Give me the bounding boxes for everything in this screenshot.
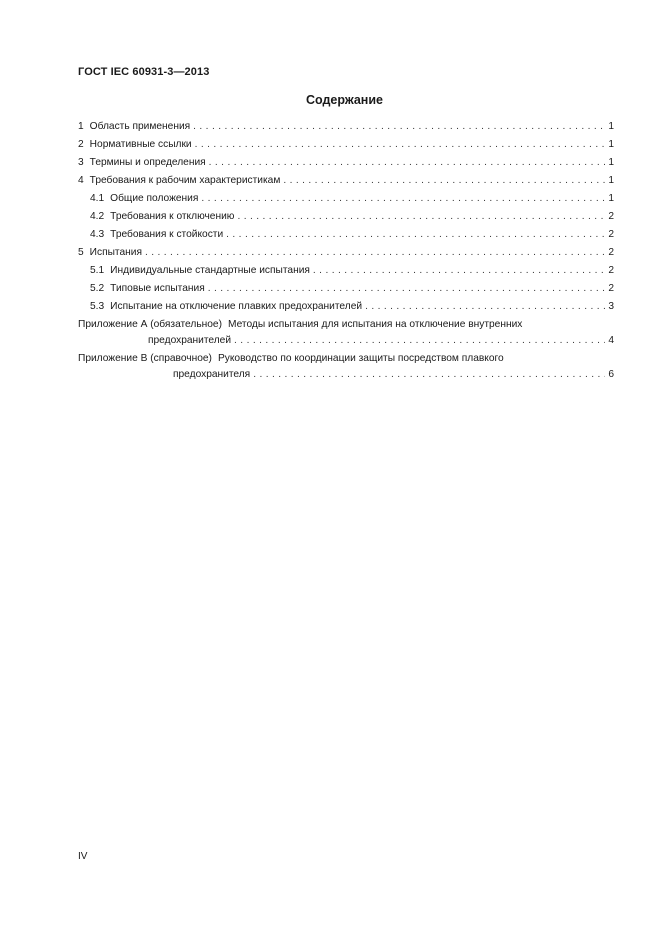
dot-leader	[201, 193, 605, 204]
toc-entry-5-3[interactable]	[78, 301, 614, 319]
toc-entry-page: 2	[608, 211, 614, 222]
toc-entry-5-2[interactable]	[78, 283, 614, 301]
toc-entry-page: 6	[608, 369, 614, 380]
dot-leader	[193, 121, 605, 132]
toc-entry-1[interactable]	[78, 121, 614, 139]
dot-leader	[226, 229, 605, 240]
appendix-title-line1: Руководство по координации защиты посредством плавкого	[217, 353, 504, 364]
toc-entry-5[interactable]	[78, 247, 614, 265]
dot-leader	[283, 175, 605, 186]
toc-entry-2[interactable]	[78, 139, 614, 157]
appendix-title-line1: Методы испытания для испытания на отключение внутренних	[228, 319, 523, 330]
dot-leader	[195, 139, 605, 150]
toc-title: Содержание	[305, 93, 383, 107]
table-of-contents	[78, 121, 614, 387]
toc-entry-number: 5.2	[90, 283, 105, 294]
toc-entry-number: 5.3	[90, 301, 105, 312]
toc-entry-number: 4.2	[90, 211, 105, 222]
toc-appendix-b[interactable]	[78, 353, 614, 387]
dot-leader	[365, 301, 605, 312]
toc-entry-text: Требования к отключению	[110, 211, 235, 222]
toc-entry-page: 4	[608, 335, 614, 346]
toc-entry-4-1[interactable]	[78, 193, 614, 211]
standard-designation: ГОСТ IEC 60931-3—2013	[78, 66, 210, 78]
toc-entry-text: Требования к стойкости	[110, 229, 224, 240]
toc-entry-page: 1	[608, 139, 614, 150]
toc-appendix-a[interactable]	[78, 319, 614, 353]
toc-entry-text: Типовые испытания	[110, 283, 205, 294]
toc-entry-page: 3	[608, 301, 614, 312]
toc-entry-text: Термины и определения	[89, 157, 206, 168]
toc-entry-page: 2	[608, 283, 614, 294]
toc-entry-text: Требования к рабочим характеристикам	[89, 175, 281, 186]
dot-leader	[313, 265, 605, 276]
toc-entry-page: 1	[608, 157, 614, 168]
dot-leader	[234, 335, 605, 346]
appendix-label: Приложение В (справочное)	[78, 353, 212, 364]
toc-entry-number: 5	[78, 247, 84, 258]
appendix-label: Приложение А (обязательное)	[78, 319, 222, 330]
toc-entry-page: 2	[608, 247, 614, 258]
toc-entry-text: Индивидуальные стандартные испытания	[110, 265, 310, 276]
toc-entry-page: 1	[608, 193, 614, 204]
toc-entry-4[interactable]	[78, 175, 614, 193]
toc-entry-number: 1	[78, 121, 84, 132]
dot-leader	[145, 247, 605, 258]
toc-entry-text: Испытание на отключение плавких предохранителей	[110, 301, 363, 312]
toc-entry-number: 4.3	[90, 229, 105, 240]
toc-entry-number: 5.1	[90, 265, 105, 276]
dot-leader	[209, 157, 605, 168]
toc-entry-3[interactable]	[78, 157, 614, 175]
toc-entry-number: 2	[78, 139, 84, 150]
toc-entry-number: 3	[78, 157, 84, 168]
toc-entry-4-3[interactable]	[78, 229, 614, 247]
toc-entry-5-1[interactable]	[78, 265, 614, 283]
appendix-title-line2: предохранителей	[148, 335, 232, 346]
dot-leader	[253, 369, 605, 380]
toc-entry-page: 1	[608, 121, 614, 132]
page-number: IV	[78, 851, 88, 862]
appendix-title-line2: предохранителя	[173, 369, 251, 380]
toc-entry-page: 1	[608, 175, 614, 186]
toc-entry-4-2[interactable]	[78, 211, 614, 229]
toc-entry-number: 4.1	[90, 193, 105, 204]
toc-entry-text: Общие положения	[110, 193, 199, 204]
toc-entry-text: Нормативные ссылки	[89, 139, 192, 150]
dot-leader	[237, 211, 605, 222]
toc-entry-page: 2	[608, 265, 614, 276]
toc-entry-number: 4	[78, 175, 84, 186]
toc-entry-text: Область применения	[89, 121, 191, 132]
toc-entry-text: Испытания	[89, 247, 142, 258]
toc-entry-page: 2	[608, 229, 614, 240]
dot-leader	[208, 283, 605, 294]
